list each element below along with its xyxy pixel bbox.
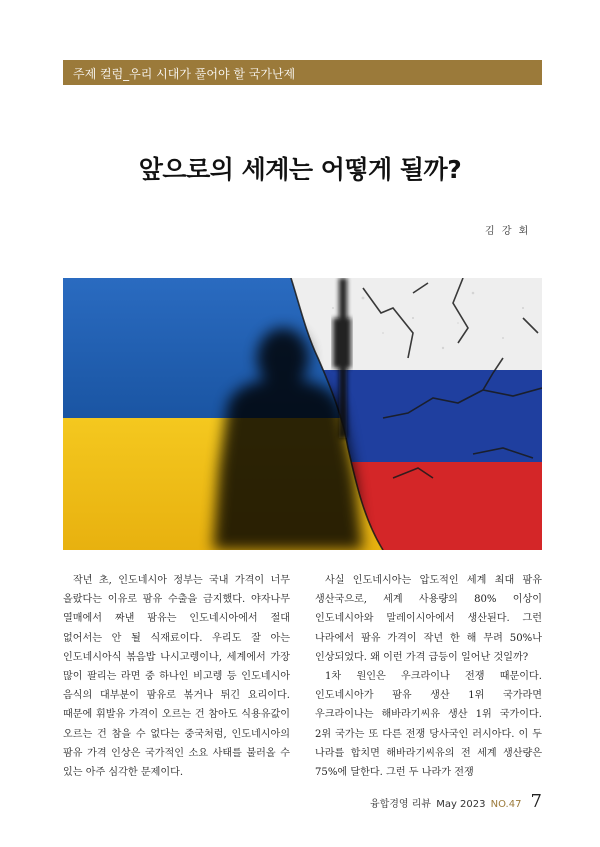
issue-date: May 2023 xyxy=(436,799,486,810)
article-column-right xyxy=(315,571,542,782)
paragraph: 작년 초, 인도네시아 정부는 국내 가격이 너무 올랐다는 이유로 팜유 수출을 금지했다. 야자나무 열매에서 짜낸 팜유는 인도네시아에서 절대 없어서는 안 될 식재료이다. 우리도 잘 아는 인도네시아식 볶음밥 나시고렝이나, 세계에서 가장 많이 팔리는 라면 중 하나인 비고렝 등 인도네시아 음식의 대부분이 팜유로 볶거나 튀긴 요리이다. 때문에 휘발유 가격이 오르는 건 참아도 식용유값이 오르는 건 참을 수 없다는 중국처럼, 인도네시아의 팜유 가격 인상은 국가적인 소요 사태를 불러올 수 있는 아주 심각한 문제이다. xyxy=(63,575,290,779)
article-author: 김 강 회 xyxy=(485,226,531,237)
hero-image-ukraine-russia-flags-soldier xyxy=(63,278,542,550)
magazine-name: 융합경영 리뷰 xyxy=(369,799,432,810)
article-title: 앞으로의 세계는 어떻게 될까? xyxy=(138,155,462,184)
page-number: 7 xyxy=(530,791,542,812)
paragraph: 1차 원인은 우크라이나 전쟁 때문이다. 인도네시아가 팜유 생산 1위 국가라면 우크라이나는 해바라기씨유 생산 1위 국가이다. 2위 국가는 또 다른 전쟁 당사국인 러시아다. 이 두 나라를 합치면 해바라기씨유의 전 세계 생산량은 75%에 달한다. 그런 두 나라가 전쟁 xyxy=(315,671,542,779)
section-header-band xyxy=(63,60,542,85)
issue-number: NO.47 xyxy=(490,799,522,810)
section-label: 주제 컬럼_우리 시대가 풀어야 할 국가난제 xyxy=(73,67,296,81)
page-footer xyxy=(370,791,542,812)
article-column-left xyxy=(63,571,290,782)
paragraph: 사실 인도네시아는 압도적인 세계 최대 팜유 생산국으로, 세계 사용량의 80% 이상이 인도네시아와 말레이시아에서 생산된다. 그런 나라에서 팜유 가격이 작년 한 해 무려 50%나 인상되었다. 왜 이런 가격 급등이 일어난 것일까? xyxy=(315,575,542,663)
